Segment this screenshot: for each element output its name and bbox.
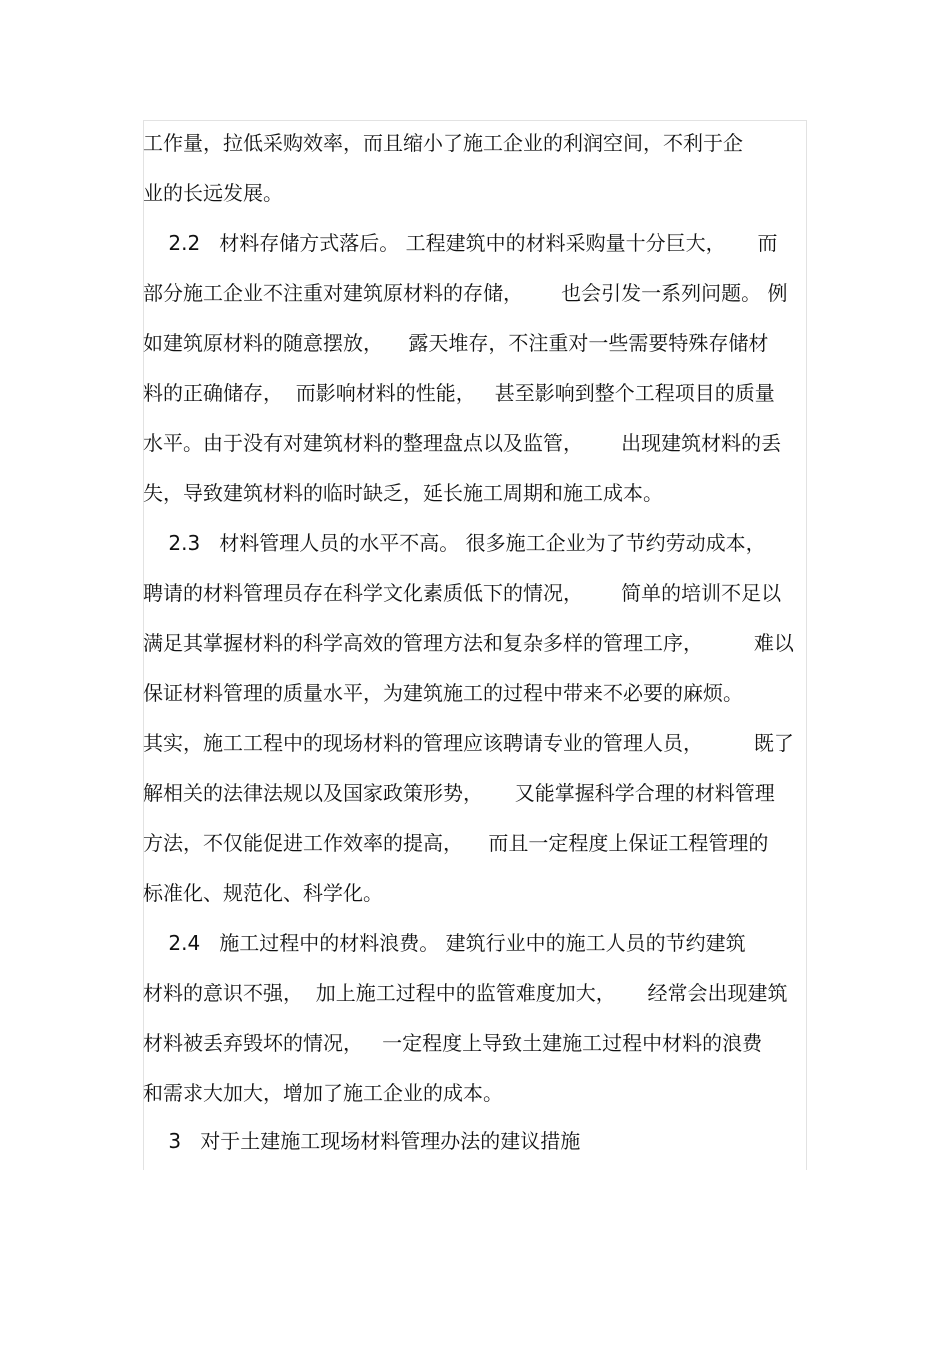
text-line: 业的长远发展。: [143, 181, 283, 205]
text-line: 聘请的材料管理员存在科学文化素质低下的情况， 简单的培训不足以: [143, 581, 782, 605]
text-line: 如建筑原材料的随意摆放， 露天堆存，不注重对一些需要特殊存储材: [143, 331, 769, 355]
text-line: 2.2 材料存储方式落后。 工程建筑中的材料采购量十分巨大， 而: [143, 231, 778, 255]
text-line: 部分施工企业不注重对建筑原材料的存储， 也会引发一系列问题。 例: [143, 281, 788, 305]
text-line: 失，导致建筑材料的临时缺乏，延长施工周期和施工成本。: [143, 481, 663, 505]
text-line: 材料的意识不强， 加上施工过程中的监管难度加大， 经常会出现建筑: [143, 981, 788, 1005]
text-line: 2.4 施工过程中的材料浪费。 建筑行业中的施工人员的节约建筑: [143, 931, 746, 955]
section-heading: 3 对于土建施工现场材料管理办法的建议措施: [143, 1129, 581, 1153]
text-line: 工作量，拉低采购效率，而且缩小了施工企业的利润空间，不利于企: [143, 131, 743, 155]
text-line: 材料被丢弃毁坏的情况， 一定程度上导致土建施工过程中材料的浪费: [143, 1031, 763, 1055]
text-line: 方法，不仅能促进工作效率的提高， 而且一定程度上保证工程管理的: [143, 831, 769, 855]
text-line: 其实，施工工程中的现场材料的管理应该聘请专业的管理人员， 既了: [143, 731, 794, 755]
text-line: 满足其掌握材料的科学高效的管理方法和复杂多样的管理工序， 难以: [143, 631, 794, 655]
text-line: 解相关的法律法规以及国家政策形势， 又能掌握科学合理的材料管理: [143, 781, 775, 805]
text-line: 标准化、规范化、科学化。: [143, 881, 383, 905]
text-line: 和需求大加大，增加了施工企业的成本。: [143, 1081, 503, 1105]
text-line: 保证材料管理的质量水平，为建筑施工的过程中带来不必要的麻烦。: [143, 681, 743, 705]
text-line: 水平。由于没有对建筑材料的整理盘点以及监管， 出现建筑材料的丢: [143, 431, 782, 455]
text-line: 2.3 材料管理人员的水平不高。 很多施工企业为了节约劳动成本，: [143, 531, 766, 555]
text-line: 料的正确储存， 而影响材料的性能， 甚至影响到整个工程项目的质量: [143, 381, 775, 405]
